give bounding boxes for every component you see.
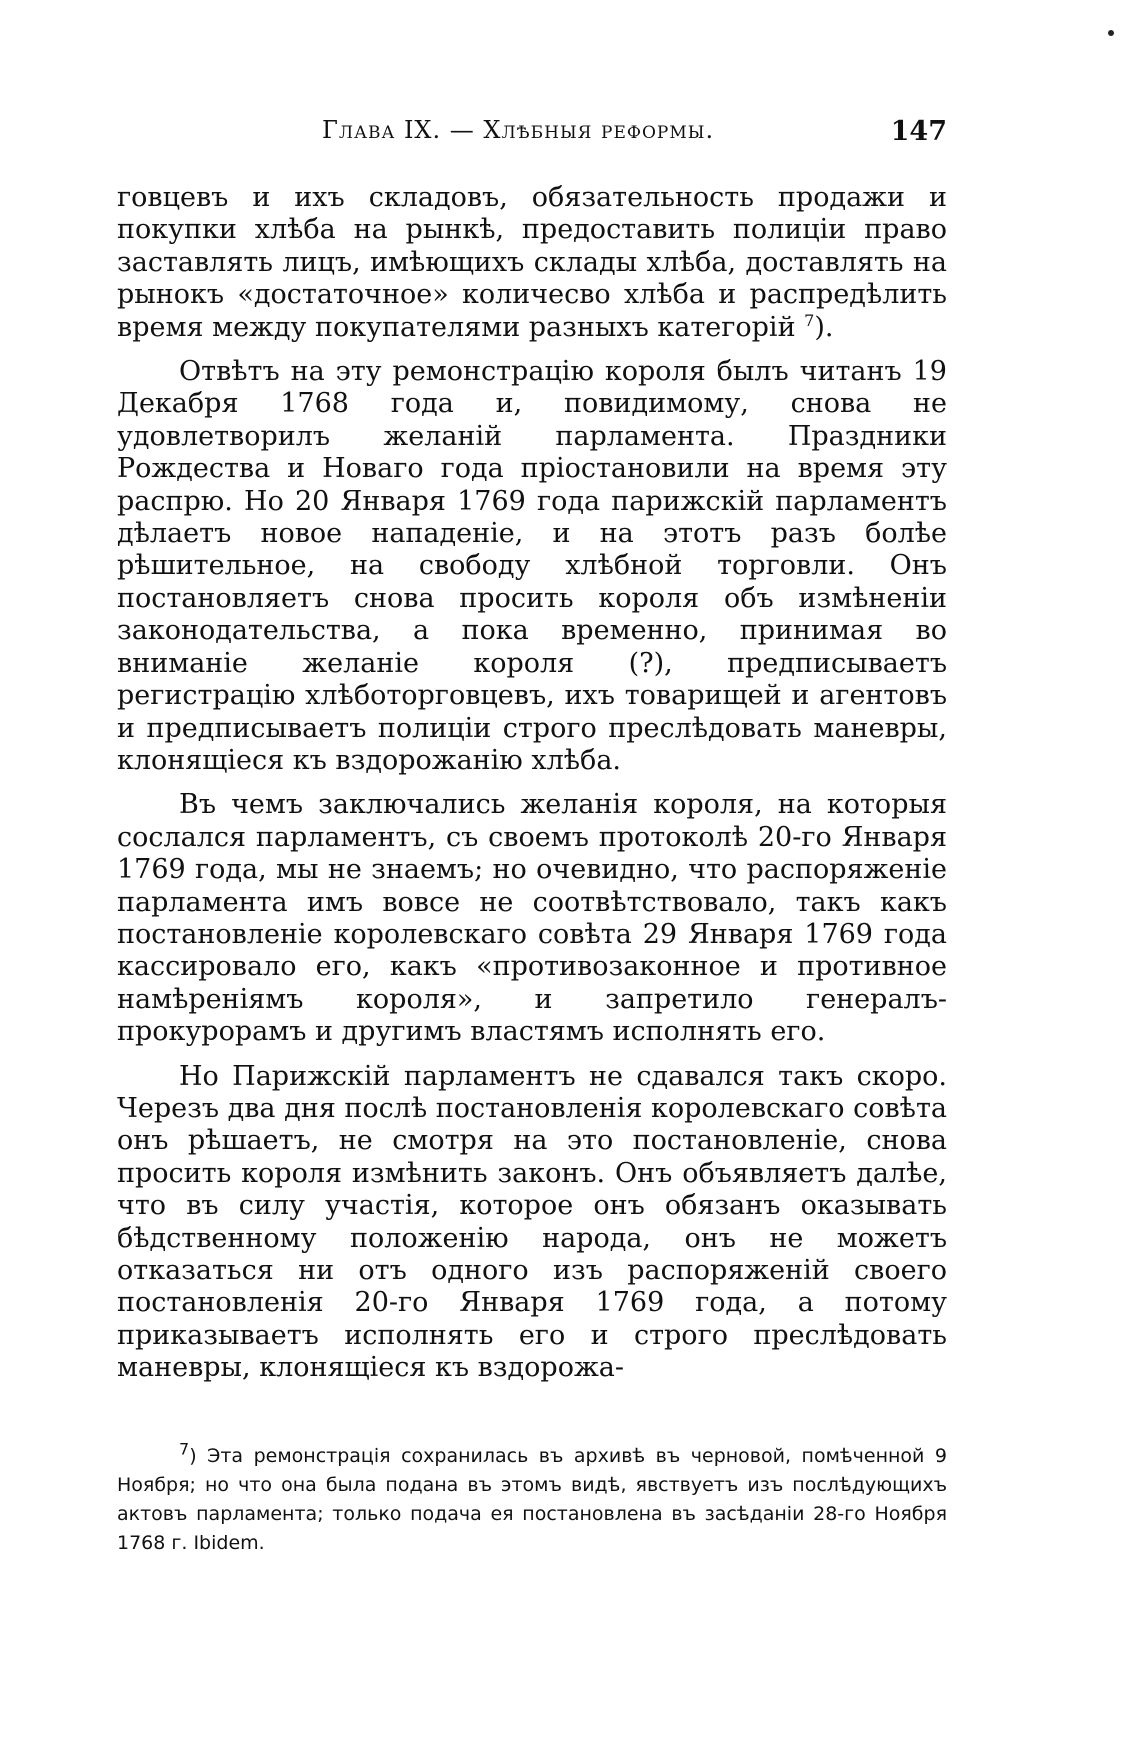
footnote-reference: 7 — [804, 310, 815, 330]
running-title-chapter: Глава IX. — — [322, 116, 484, 144]
footnote-marker: 7 — [179, 1439, 190, 1459]
paragraph-continuation — [117, 182, 947, 344]
running-title-subject: Хлѣбныя реформы. — [483, 116, 715, 144]
page-header — [117, 112, 947, 152]
margin-speck — [1108, 30, 1114, 36]
paragraph: Отвѣтъ на эту ремонстрацію короля былъ читанъ 19 Декабря 1768 года и, повидимому, снова не удовлетворилъ желаній парламента. Праздники Рождества и Новаго года пріостановили на время эту распрю. Но 20 Января 1769 года парижскій парламентъ дѣлаетъ новое нападеніе, и на этотъ разъ болѣе рѣшительное, на свободу хлѣбной торговли. Онъ постановляетъ снова просить короля объ измѣненіи законодательства, а пока временно, принимая во вниманіе желаніе короля (?), предписываетъ регистрацію хлѣботорговцевъ, ихъ товарищей и агентовъ и предписываетъ полиціи строго преслѣдовать маневры, клонящіеся къ вздорожанію хлѣба. — [117, 356, 947, 776]
paragraph-text: говцевъ и ихъ складовъ, обязательность продажи и покупки хлѣба на рынкѣ, предоставить полиціи право заставлять лицъ, имѣющихъ склады хлѣба, доставлять на рынокъ «достаточное» количесво хлѣба и распредѣлить время между покупателями разныхъ категорій — [117, 182, 947, 343]
page-number: 147 — [890, 116, 947, 147]
main-text — [117, 182, 947, 1385]
footnote-text — [117, 1439, 947, 1558]
paragraph: Въ чемъ заключались желанія короля, на которыя сослался парламентъ, съ своемъ протоколѣ 20-го Января 1769 года, мы не знаемъ; но очевидно, что распоряженіе парламента имъ вовсе не соотвѣтствовало, такъ какъ постановленіе королевскаго совѣта 29 Января 1769 года кассировало его, какъ «противозаконное и противное намѣреніямъ короля», и запретило генералъ-прокурорамъ и другимъ властямъ исполнять его. — [117, 789, 947, 1048]
paragraph-text-end: ). — [814, 311, 834, 343]
footnote — [117, 1439, 947, 1558]
running-title — [322, 116, 714, 144]
book-page — [117, 112, 947, 1554]
paragraph: Но Парижскій парламентъ не сдавался такъ скоро. Черезъ два дня послѣ постановленія королевскаго совѣта онъ рѣшаетъ, не смотря на это постановленіе, снова просить короля измѣнить законъ. Онъ объявляетъ далѣе, что въ силу участія, которое онъ обязанъ оказывать бѣдственному положенію народа, онъ не можетъ отказаться ни отъ одного изъ распоряженій своего постановленія 20-го Января 1769 года, а потому приказываетъ исполнять его и строго преслѣдовать маневры, клонящіеся къ вздорожа- — [117, 1060, 947, 1384]
footnote-body: ) Эта ремонстрація сохранилась въ архивѣ въ черновой, помѣченной 9 Ноября; но что она была подана въ этомъ видѣ, явствуетъ изъ послѣдующихъ актовъ парламента; только подача ея постановлена въ засѣданіи 28-го Ноября 1768 г. Ibidem. — [117, 1445, 947, 1554]
